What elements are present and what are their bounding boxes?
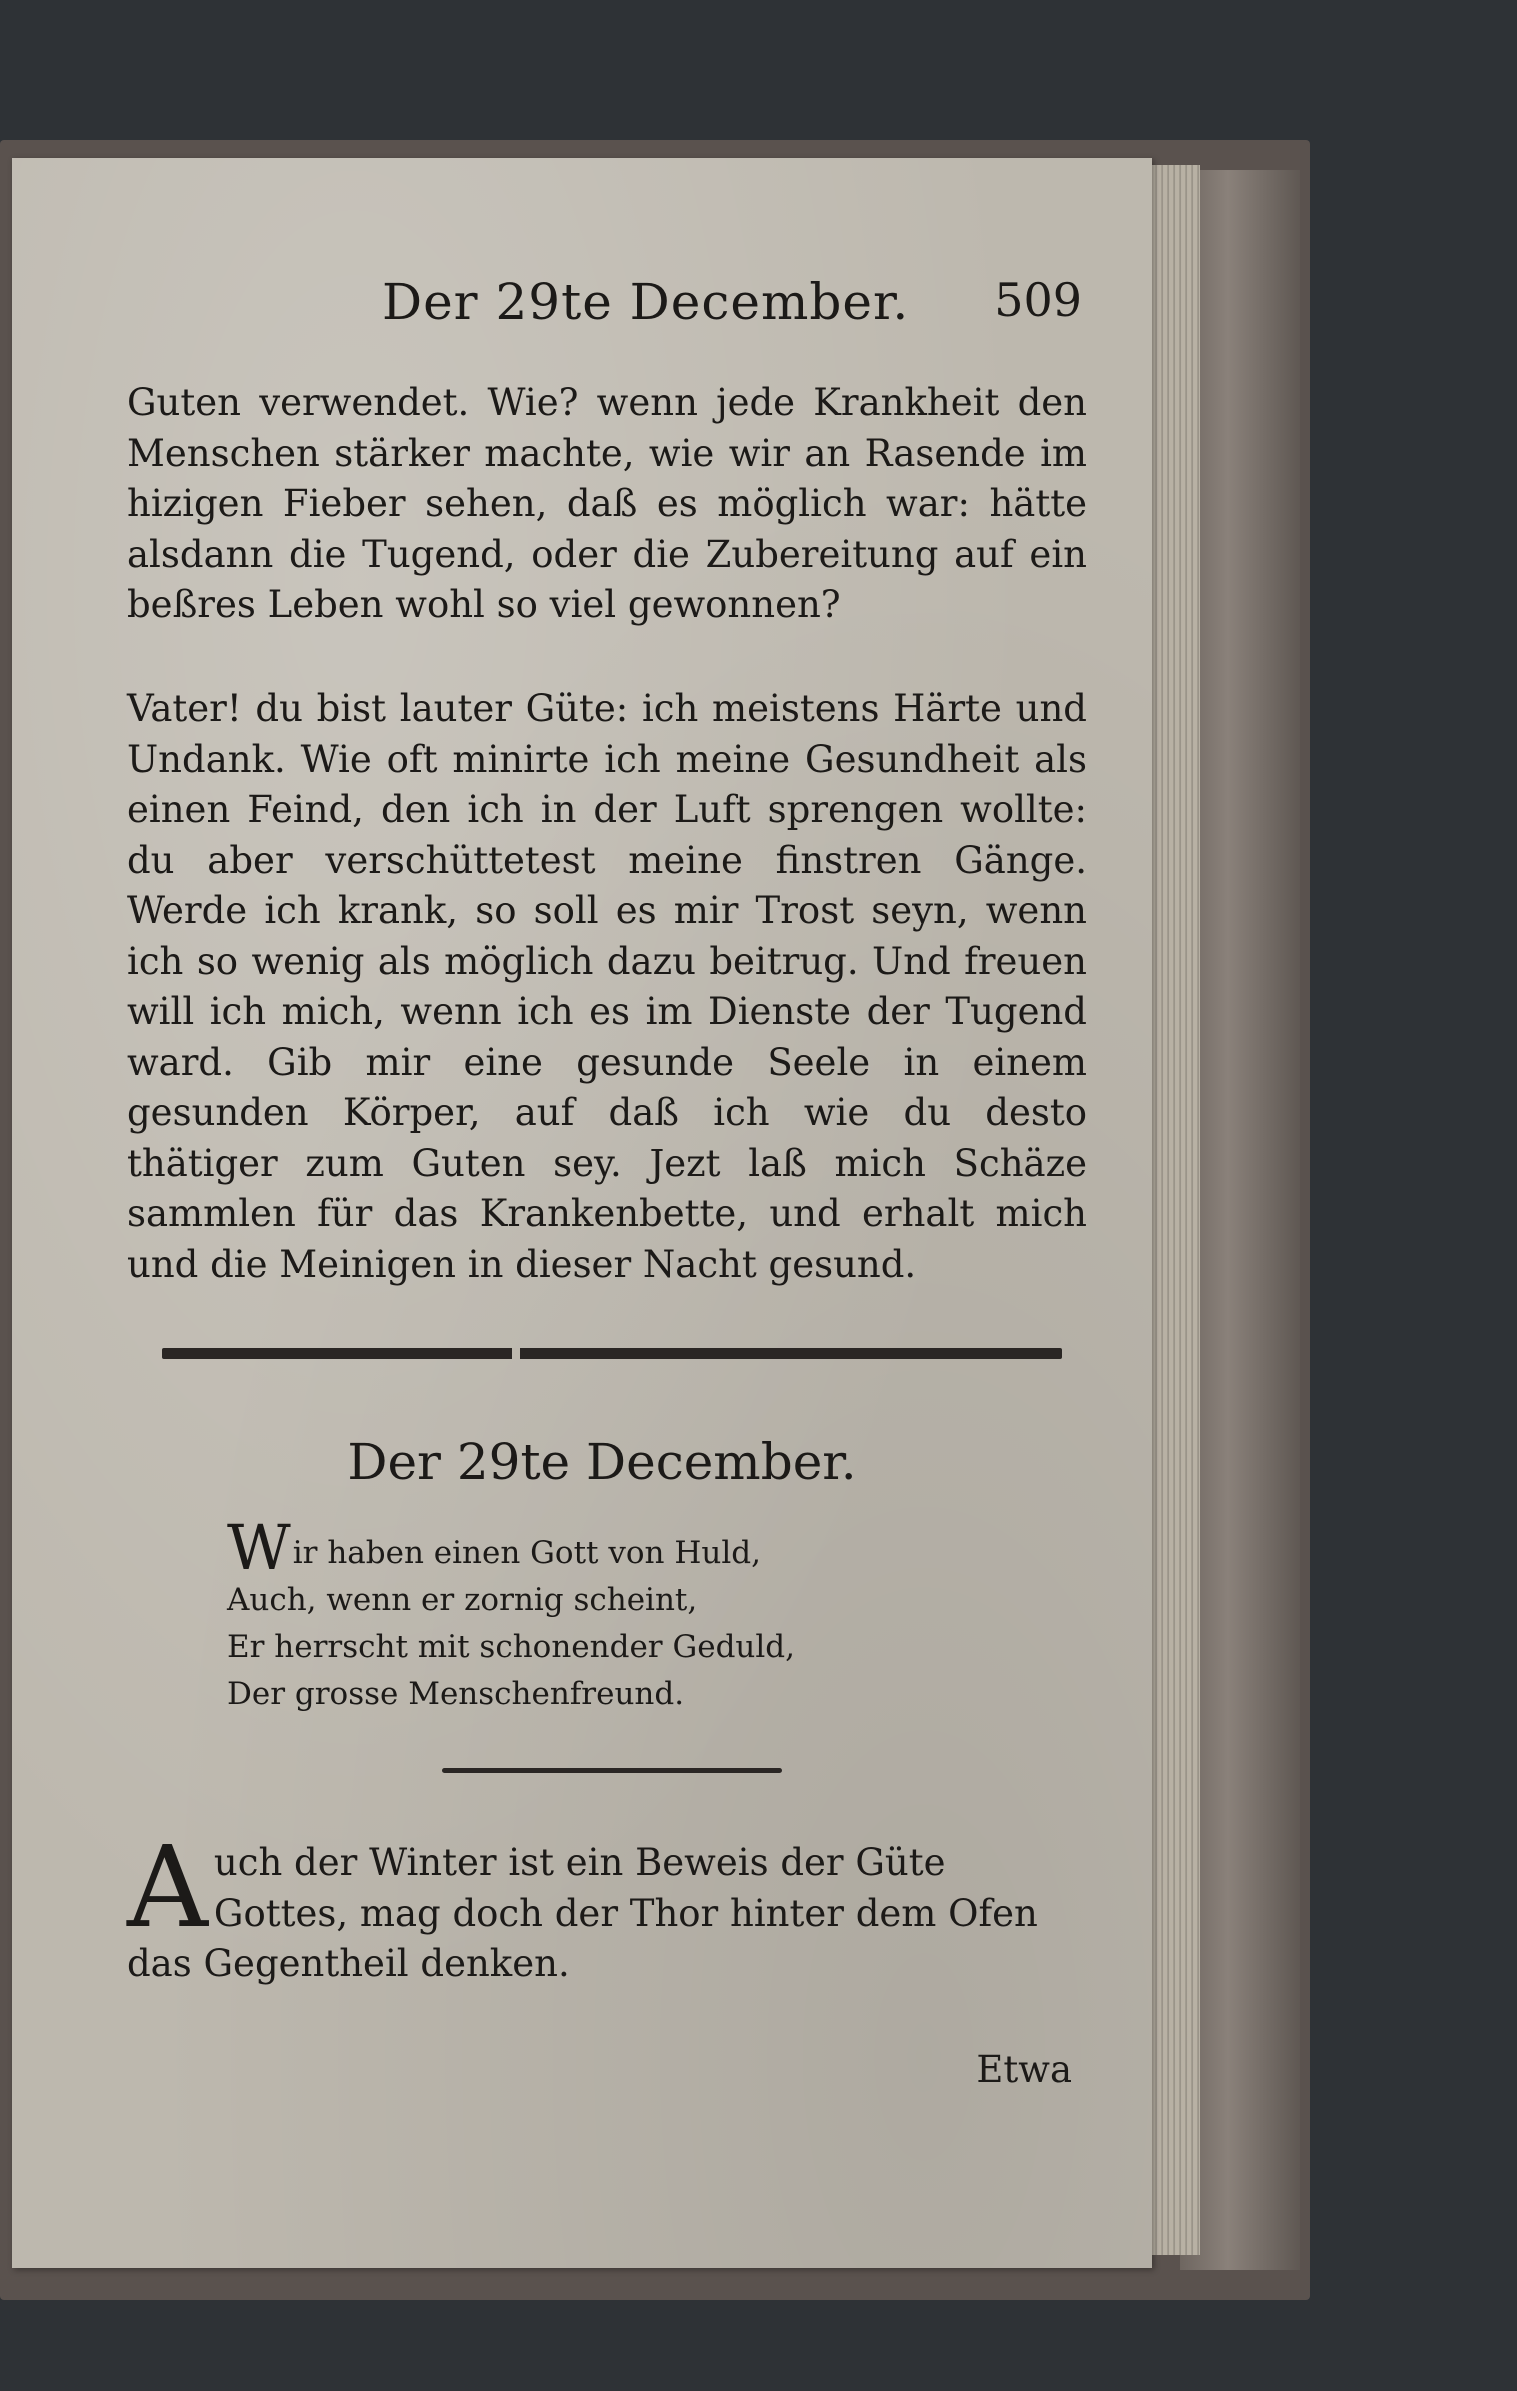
page-number: 509 [994, 273, 1082, 327]
verse [227, 1511, 795, 1718]
section-divider [162, 1348, 1062, 1359]
verse-line-4: Der grosse Menschenfreund. [227, 1676, 685, 1712]
paragraph-text: Vater! du bist lauter Güte: ich meistens Härte und Undank. Wie oft minirte ich meine Gesundheit als einen Feind, den ich in der Luft sprengen wollte: du aber verschüttetest meine finstren Gänge. Werde ich krank, so soll es mir Trost seyn, wenn ich so wenig als möglich dazu beitrug. Und freuen will ich mich, wenn ich es im Dienste der Tugend ward. Gib mir eine gesunde Seele in einem gesunden Körper, auf daß ich wie du desto thätiger zum Guten sey. Jezt laß mich Schäze sammlen für das Krankenbette, und erhalt mich und die Meinigen in dieser Nacht gesund. [127, 687, 1087, 1286]
final-paragraph [127, 1823, 1087, 1990]
book-page [12, 158, 1152, 2268]
running-head [12, 273, 1152, 333]
section-title: Der 29te December. [347, 1433, 857, 1491]
paragraph-text: Guten verwendet. Wie? wenn jede Krankheit den Menschen stärker machte, wie wir an Rasende im hizigen Fieber sehen, daß es möglich war: hätte alsdann die Tugend, oder die Zubereitung auf ein beßres Leben wohl so viel gewonnen? [127, 381, 1087, 626]
paragraph-2 [127, 684, 1087, 1290]
verse-dropcap: W [227, 1511, 291, 1584]
running-title: Der 29te December. [382, 273, 910, 331]
short-divider [442, 1768, 782, 1773]
verse-line-text: ir haben einen Gott von Huld, [292, 1535, 761, 1571]
catchword: Etwa [976, 2048, 1072, 2091]
verse-line-2: Auch, wenn er zornig scheint, [227, 1582, 698, 1618]
divider-gap [512, 1348, 520, 1359]
verse-line-1 [227, 1511, 795, 1584]
final-paragraph-text: uch der Winter ist ein Beweis der Güte Gottes, mag doch der Thor hinter dem Ofen das Gegentheil denken. [127, 1841, 1038, 1985]
verse-line-3: Er herrscht mit schonender Geduld, [227, 1629, 795, 1665]
paragraph-1 [127, 378, 1087, 631]
final-dropcap: A [127, 1823, 208, 1953]
